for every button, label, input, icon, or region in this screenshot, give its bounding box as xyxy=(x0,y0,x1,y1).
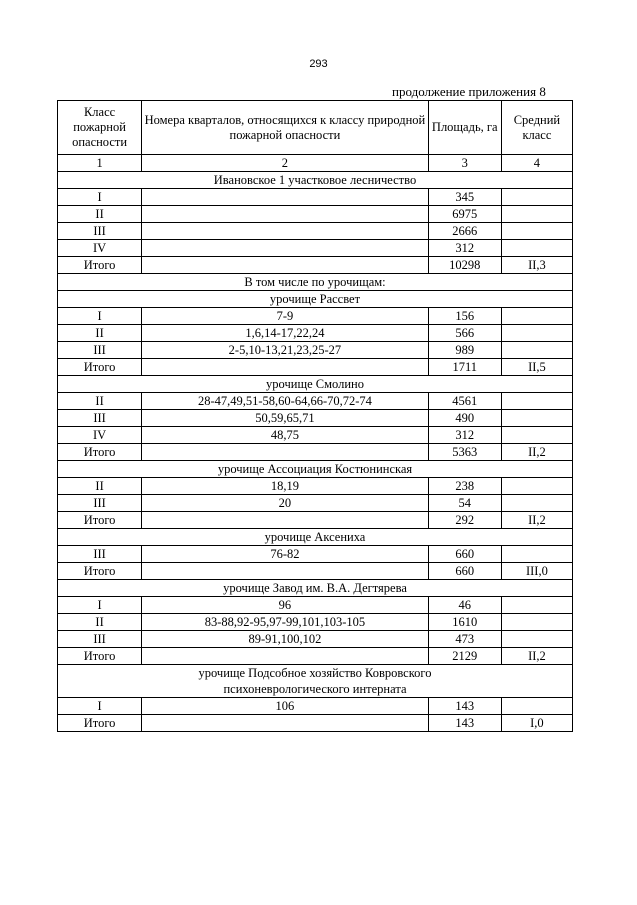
section-title-line: Ивановское 1 участковое лесничество xyxy=(213,173,417,187)
table-row xyxy=(58,410,573,427)
area-cell: 156 xyxy=(428,308,501,325)
average-class-cell: II,5 xyxy=(501,359,572,376)
area-cell: 660 xyxy=(428,563,501,580)
hazard-class-cell: Итого xyxy=(58,359,142,376)
average-class-cell xyxy=(501,342,572,359)
average-class-cell xyxy=(501,631,572,648)
table-row xyxy=(58,189,573,206)
average-class-cell xyxy=(501,206,572,223)
table-row xyxy=(58,223,573,240)
quarters-cell xyxy=(142,240,429,257)
hazard-class-cell: III xyxy=(58,342,142,359)
table-row xyxy=(58,206,573,223)
area-cell: 10298 xyxy=(428,257,501,274)
quarters-cell xyxy=(142,189,429,206)
column-number: 2 xyxy=(142,155,429,172)
table-row xyxy=(58,698,573,715)
table-row xyxy=(58,495,573,512)
area-cell: 473 xyxy=(428,631,501,648)
section-title-line: урочище Ассоциация Костюнинская xyxy=(217,462,413,476)
total-row xyxy=(58,359,573,376)
area-cell: 46 xyxy=(428,597,501,614)
table-body xyxy=(58,172,573,732)
table-row xyxy=(58,597,573,614)
hazard-class-cell: Итого xyxy=(58,648,142,665)
area-cell: 238 xyxy=(428,478,501,495)
header-area: Площадь, га xyxy=(428,101,501,155)
table-row xyxy=(58,308,573,325)
column-number: 1 xyxy=(58,155,142,172)
header-class: Класс пожарной опасности xyxy=(58,101,142,155)
average-class-cell xyxy=(501,240,572,257)
section-title-line: урочище Завод им. В.А. Дегтярева xyxy=(223,581,407,595)
hazard-class-cell: II xyxy=(58,393,142,410)
fire-hazard-table xyxy=(57,100,573,732)
quarters-cell: 1,6,14-17,22,24 xyxy=(142,325,429,342)
total-row xyxy=(58,444,573,461)
average-class-cell xyxy=(501,698,572,715)
quarters-cell xyxy=(142,206,429,223)
column-number: 3 xyxy=(428,155,501,172)
quarters-cell xyxy=(142,648,429,665)
hazard-class-cell: Итого xyxy=(58,563,142,580)
hazard-class-cell: III xyxy=(58,410,142,427)
section-row xyxy=(58,376,573,393)
hazard-class-cell: Итого xyxy=(58,715,142,732)
area-cell: 566 xyxy=(428,325,501,342)
quarters-cell xyxy=(142,257,429,274)
hazard-class-cell: I xyxy=(58,189,142,206)
section-title-line: психоневрологического интерната xyxy=(223,682,407,696)
section-title xyxy=(58,376,573,393)
average-class-cell: II,2 xyxy=(501,648,572,665)
hazard-class-cell: II xyxy=(58,614,142,631)
quarters-cell: 7-9 xyxy=(142,308,429,325)
quarters-cell xyxy=(142,563,429,580)
area-cell: 54 xyxy=(428,495,501,512)
average-class-cell xyxy=(501,393,572,410)
hazard-class-cell: Итого xyxy=(58,257,142,274)
total-row xyxy=(58,648,573,665)
area-cell: 345 xyxy=(428,189,501,206)
average-class-cell xyxy=(501,223,572,240)
quarters-cell xyxy=(142,715,429,732)
section-title-line: урочище Рассвет xyxy=(269,292,361,306)
total-row xyxy=(58,512,573,529)
hazard-class-cell: II xyxy=(58,325,142,342)
quarters-cell: 18,19 xyxy=(142,478,429,495)
continuation-label: продолжение приложения 8 xyxy=(392,84,546,99)
average-class-cell xyxy=(501,308,572,325)
section-title xyxy=(58,461,573,478)
hazard-class-cell: Итого xyxy=(58,512,142,529)
hazard-class-cell: Итого xyxy=(58,444,142,461)
table-row xyxy=(58,240,573,257)
average-class-cell xyxy=(501,427,572,444)
total-row xyxy=(58,563,573,580)
column-number-row xyxy=(58,155,573,172)
average-class-cell: II,2 xyxy=(501,444,572,461)
hazard-class-cell: III xyxy=(58,546,142,563)
section-title-line: урочище Подсобное хозяйство Ковровского xyxy=(198,666,432,680)
area-cell: 490 xyxy=(428,410,501,427)
table-row xyxy=(58,342,573,359)
section-row xyxy=(58,665,573,698)
section-row xyxy=(58,529,573,546)
section-title xyxy=(58,291,573,308)
average-class-cell: III,0 xyxy=(501,563,572,580)
hazard-class-cell: II xyxy=(58,206,142,223)
average-class-cell xyxy=(501,189,572,206)
hazard-class-cell: I xyxy=(58,597,142,614)
area-cell: 2129 xyxy=(428,648,501,665)
section-title xyxy=(58,665,573,698)
quarters-cell: 50,59,65,71 xyxy=(142,410,429,427)
area-cell: 1610 xyxy=(428,614,501,631)
area-cell: 292 xyxy=(428,512,501,529)
hazard-class-cell: I xyxy=(58,308,142,325)
area-cell: 312 xyxy=(428,240,501,257)
quarters-cell: 96 xyxy=(142,597,429,614)
hazard-class-cell: I xyxy=(58,698,142,715)
total-row xyxy=(58,715,573,732)
quarters-cell: 83-88,92-95,97-99,101,103-105 xyxy=(142,614,429,631)
area-cell: 4561 xyxy=(428,393,501,410)
section-title xyxy=(58,172,573,189)
average-class-cell xyxy=(501,495,572,512)
quarters-cell xyxy=(142,512,429,529)
column-number: 4 xyxy=(501,155,572,172)
area-cell: 6975 xyxy=(428,206,501,223)
section-title-line: В том числе по урочищам: xyxy=(244,275,386,289)
area-cell: 989 xyxy=(428,342,501,359)
section-title xyxy=(58,274,573,291)
average-class-cell xyxy=(501,614,572,631)
quarters-cell: 20 xyxy=(142,495,429,512)
area-cell: 1711 xyxy=(428,359,501,376)
quarters-cell: 2-5,10-13,21,23,25-27 xyxy=(142,342,429,359)
header-average: Средний класс xyxy=(501,101,572,155)
quarters-cell xyxy=(142,223,429,240)
area-cell: 143 xyxy=(428,715,501,732)
hazard-class-cell: II xyxy=(58,478,142,495)
table-header-row xyxy=(58,101,573,155)
section-row xyxy=(58,291,573,308)
quarters-cell xyxy=(142,444,429,461)
table-row xyxy=(58,546,573,563)
section-row xyxy=(58,274,573,291)
section-title-line: урочище Смолино xyxy=(266,377,364,391)
section-title xyxy=(58,580,573,597)
average-class-cell xyxy=(501,410,572,427)
quarters-cell xyxy=(142,359,429,376)
area-cell: 5363 xyxy=(428,444,501,461)
average-class-cell xyxy=(501,325,572,342)
hazard-class-cell: III xyxy=(58,223,142,240)
average-class-cell xyxy=(501,597,572,614)
section-title-line: урочище Аксениха xyxy=(264,530,366,544)
table-row xyxy=(58,614,573,631)
section-title xyxy=(58,529,573,546)
hazard-class-cell: III xyxy=(58,495,142,512)
average-class-cell: II,2 xyxy=(501,512,572,529)
area-cell: 660 xyxy=(428,546,501,563)
hazard-class-cell: IV xyxy=(58,427,142,444)
quarters-cell: 76-82 xyxy=(142,546,429,563)
table-row xyxy=(58,325,573,342)
quarters-cell: 28-47,49,51-58,60-64,66-70,72-74 xyxy=(142,393,429,410)
header-quarters: Номера кварталов, относящихся к классу природной пожарной опасности xyxy=(142,101,429,155)
table-row xyxy=(58,393,573,410)
page-number: 293 xyxy=(309,58,328,70)
average-class-cell: II,3 xyxy=(501,257,572,274)
quarters-cell: 48,75 xyxy=(142,427,429,444)
table-row xyxy=(58,427,573,444)
total-row xyxy=(58,257,573,274)
hazard-class-cell: IV xyxy=(58,240,142,257)
average-class-cell xyxy=(501,546,572,563)
average-class-cell: I,0 xyxy=(501,715,572,732)
table-row xyxy=(58,631,573,648)
quarters-cell: 106 xyxy=(142,698,429,715)
area-cell: 143 xyxy=(428,698,501,715)
average-class-cell xyxy=(501,478,572,495)
section-row xyxy=(58,580,573,597)
hazard-class-cell: III xyxy=(58,631,142,648)
area-cell: 312 xyxy=(428,427,501,444)
table-row xyxy=(58,478,573,495)
section-row xyxy=(58,461,573,478)
area-cell: 2666 xyxy=(428,223,501,240)
quarters-cell: 89-91,100,102 xyxy=(142,631,429,648)
section-row xyxy=(58,172,573,189)
